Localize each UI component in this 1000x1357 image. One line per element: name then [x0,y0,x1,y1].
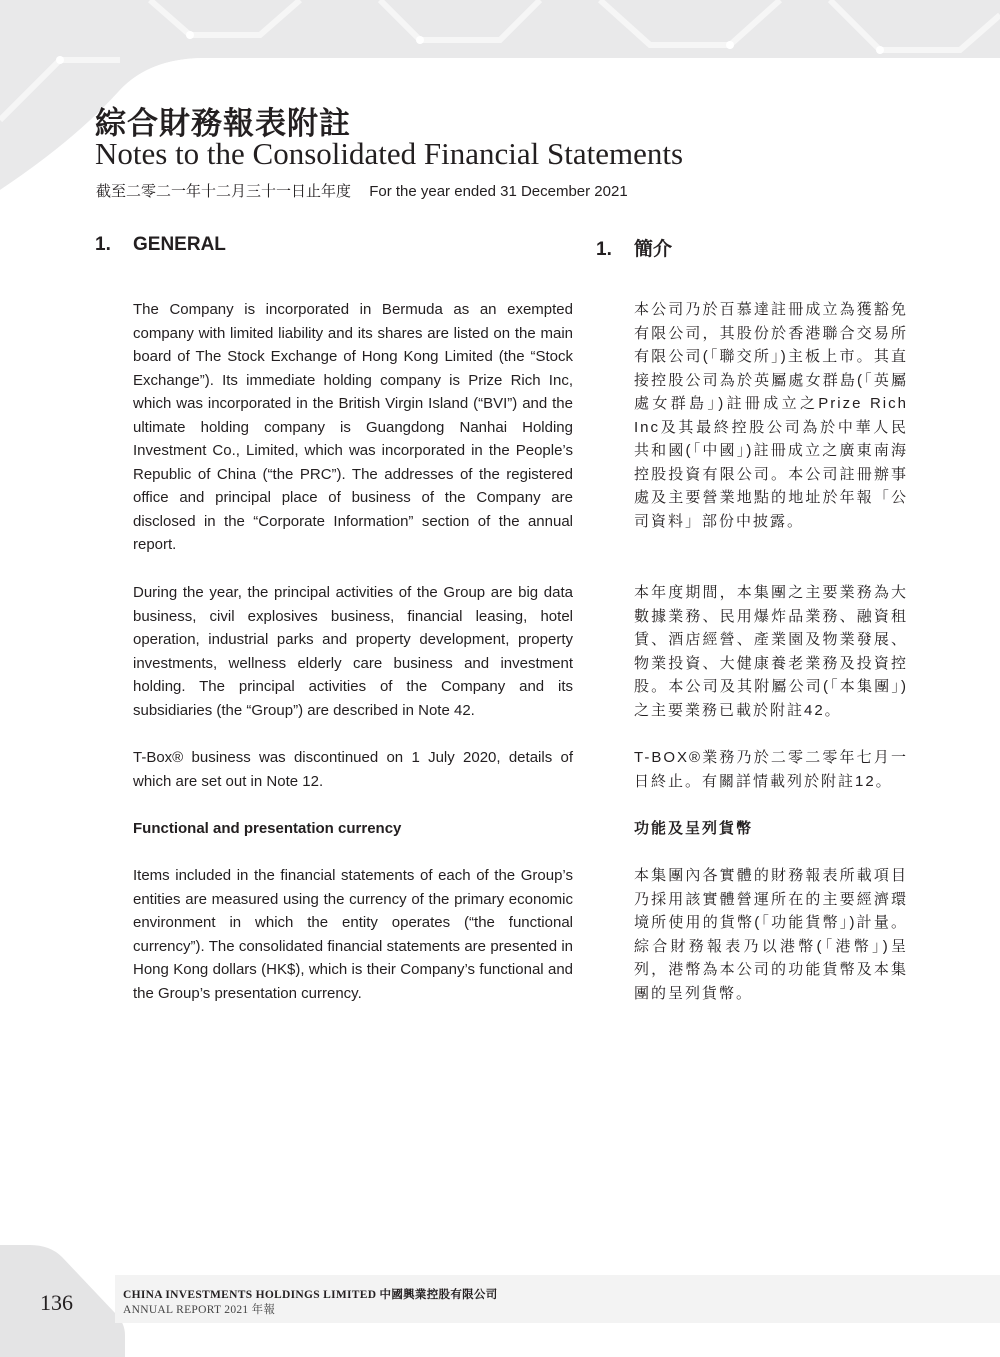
paragraph-principal-activities: During the year, the principal activities of the Group are big data business, civil explosives business, financial leasing, hotel operation, industrial parks and property development, property investments, wellness elderly care business and investment holding. The principal activities of the Company and its subsidiaries (the “Group”) are described in Note 42. [133,584,573,719]
paragraph-company-info-cn: 本公司乃於百慕達註冊成立為獲豁免有限公司，其股份於香港聯合交易所有限公司(「聯交所」)主板上市。其直接控股公司為於英屬處女群島(「英屬處女群島」)註冊成立之Prize Rich Inc及其最終控股公司為於中華人民共和國(「中國」)註冊成立之廣東南海控股投資有限公司。本公司註冊辦事處及主要營業地點的地址於年報「公司資料」部份中披露。 [634,301,908,530]
paragraph-company-info: The Company is incorporated in Bermuda as an exempted company with limited liability and its shares are listed on the main board of The Stock Exchange of Hong Kong Limited (the “Stock Exchange”). Its immediate holding company is Prize Rich Inc, which was incorporated in the British Virgin Island (“BVI”) and the ultimate holding company is Guangdong Nanhai Holding Investment Co., Limited, which was incorporated in the People’s Republic of China (“the PRC”). The addresses of the registered office and principal place of business of the Company are disclosed in the “Corporate Information” section of the annual report. [133,301,573,553]
section-number: 1. [95,234,111,255]
footer-company-name: CHINA INVESTMENTS HOLDINGS LIMITED 中國興業控股有限公司 [123,1289,498,1301]
chinese-column [596,234,908,1005]
period-subtitle [96,180,642,201]
paragraph-tbox: T-Box® business was discontinued on 1 July 2020, details of which are set out in Note 12. [133,749,573,790]
subheading-currency: Functional and presentation currency [133,820,402,837]
paragraph-currency-cn: 本集團內各實體的財務報表所載項目乃採用該實體營運所在的主要經濟環境所使用的貨幣(「功能貨幣」)計量。綜合財務報表乃以港幣(「港幣」)呈列，港幣為本公司的功能貨幣及本集團的呈列貨幣。 [634,867,908,1002]
section-heading-english [95,234,573,264]
subheading-currency-cn: 功能及呈列貨幣 [634,820,754,837]
section-heading-chinese [596,234,908,264]
paragraph-currency: Items included in the financial statements of each of the Group’s entities are measured using the currency of the primary economic environment in which the entity operates (“the functional currency”). The consolidated financial statements are presented in Hong Kong dollars (HK$), which is their Company’s functional and the Group’s presentation currency. [133,867,573,1002]
page-title-english: Notes to the Consolidated Financial Statements [95,136,684,171]
period-english: For the year ended 31 December 2021 [369,183,628,200]
page-title-chinese: 綜合財務報表附註 [95,106,351,142]
section-title: GENERAL [133,234,226,255]
page-number: 136 [40,1290,73,1315]
paragraph-principal-activities-cn: 本年度期間，本集團之主要業務為大數據業務、民用爆炸品業務、融資租賃、酒店經營、產業園及物業發展、物業投資、大健康養老業務及投資控股。本公司及其附屬公司(「本集團」)之主要業務已載於附註42。 [634,584,908,719]
paragraph-tbox-cn: T-BOX®業務乃於二零二零年七月一日終止。有關詳情載列於附註12。 [634,749,908,790]
section-title-cn: 簡介 [634,239,673,260]
section-number-cn: 1. [596,239,612,260]
footer-report-label: ANNUAL REPORT 2021 年報 [123,1304,276,1316]
period-chinese: 截至二零二一年十二月三十一日止年度 [96,183,352,200]
english-column [95,234,573,1005]
